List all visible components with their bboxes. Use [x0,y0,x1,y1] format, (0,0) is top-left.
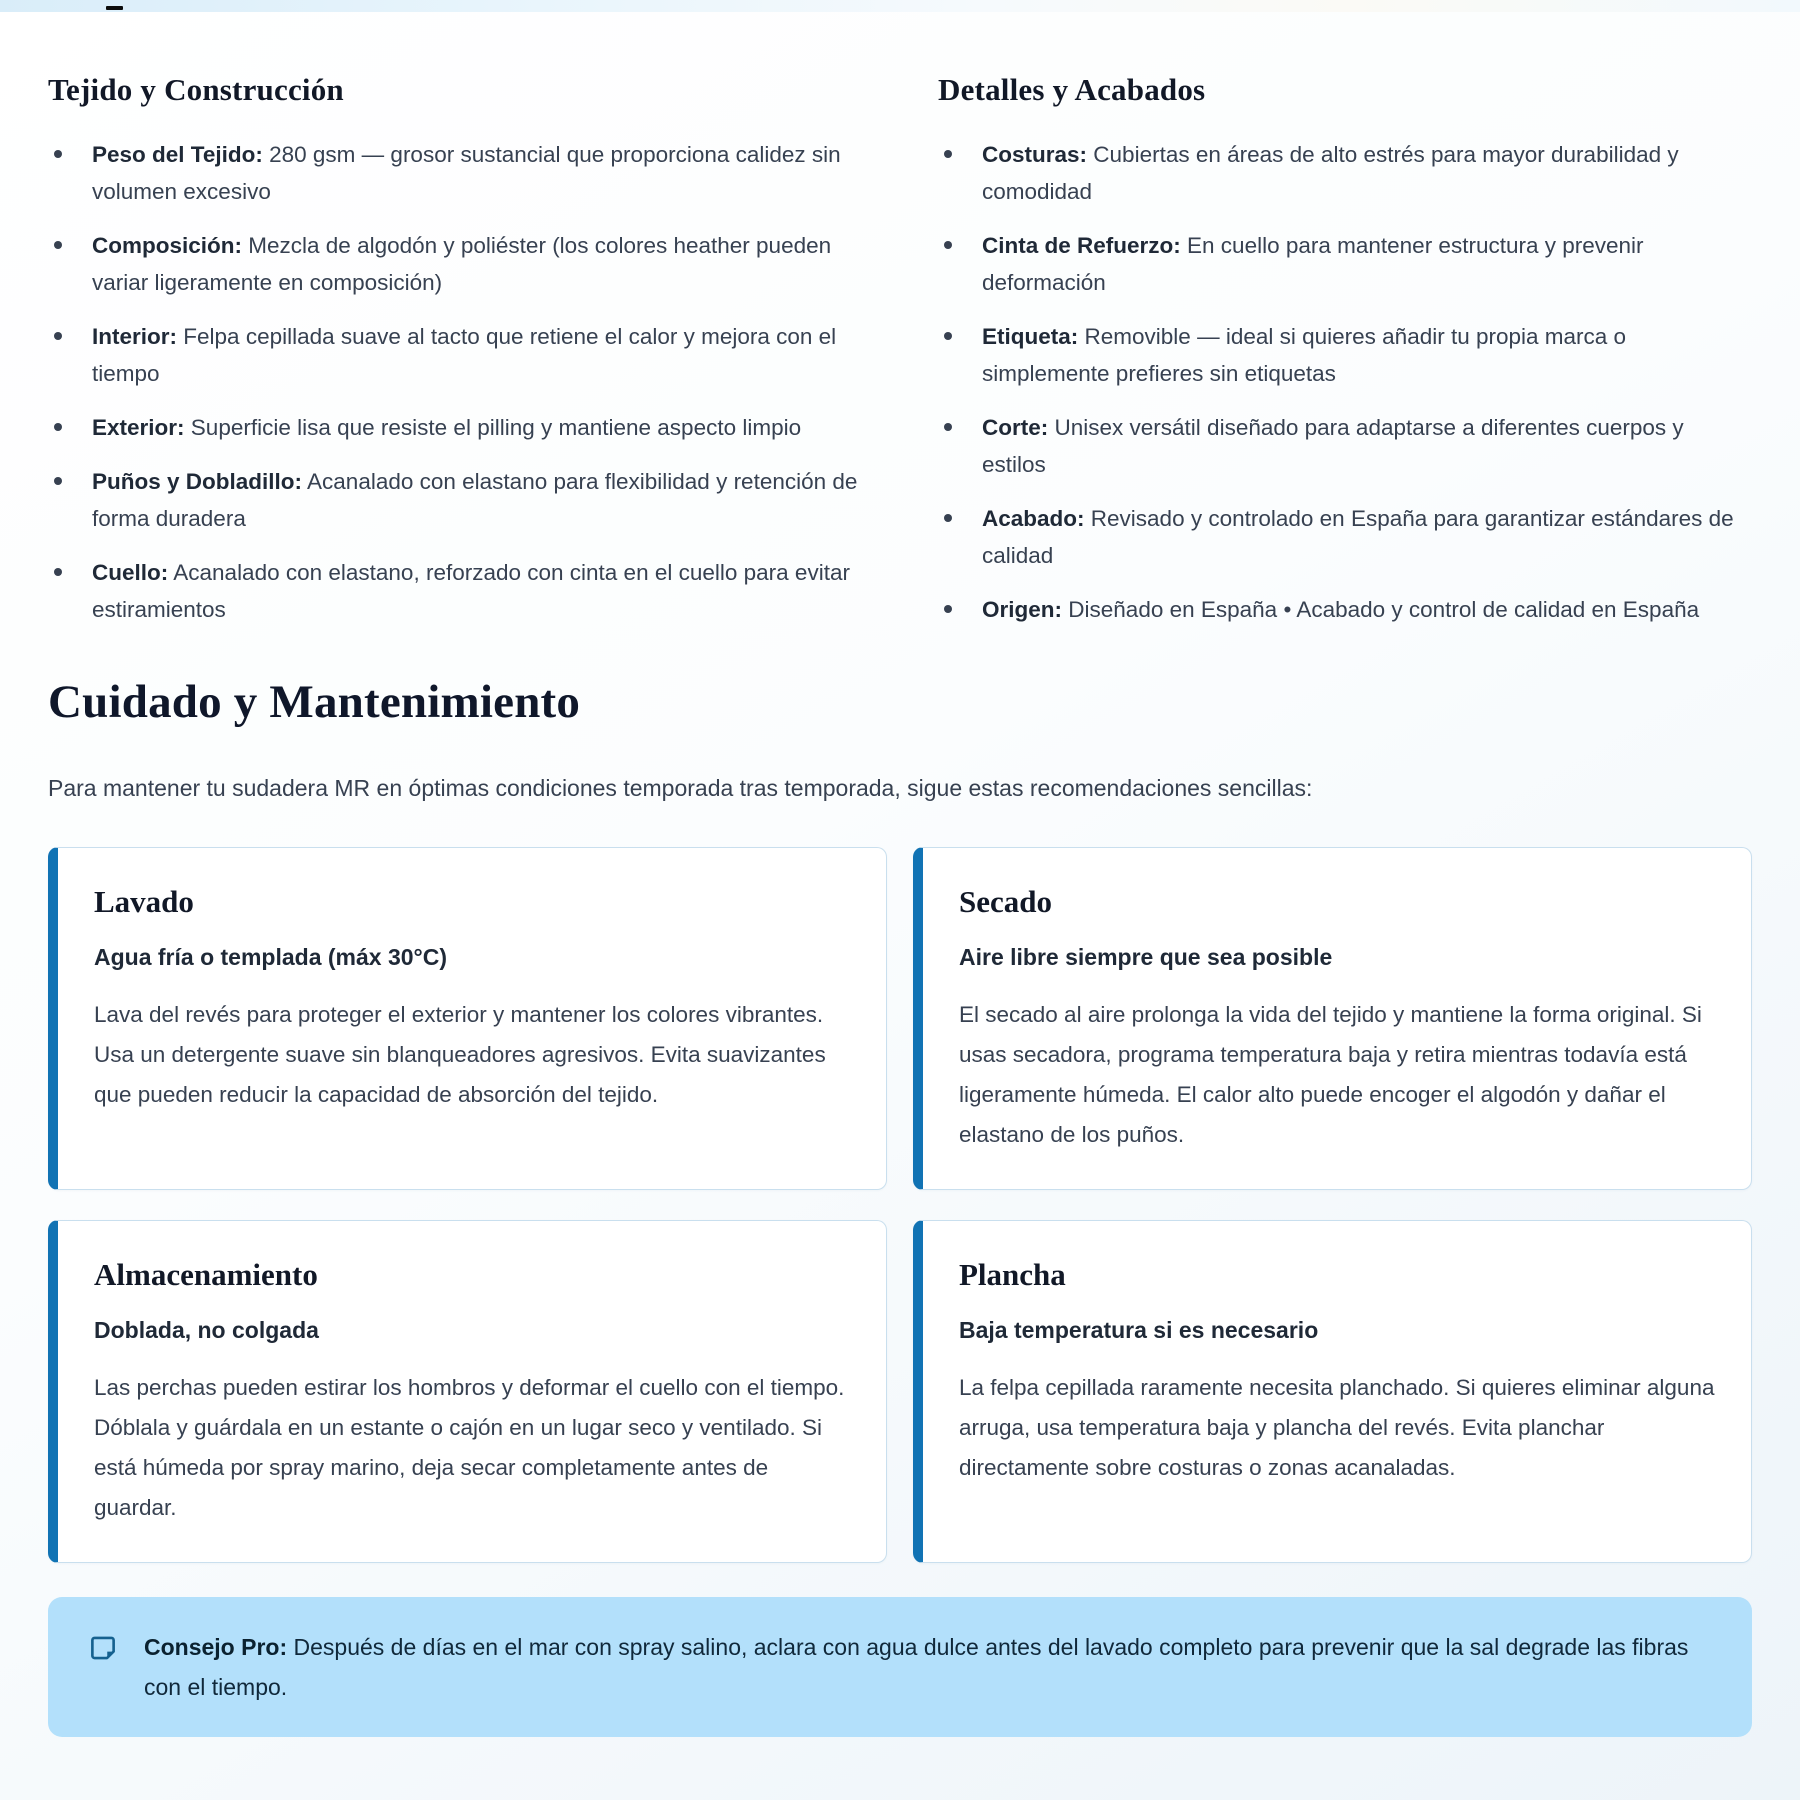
bullet-icon [54,241,62,249]
bullet-icon [944,605,952,613]
care-card-title: Secado [959,884,1052,919]
care-card-subtitle: Baja temperatura si es necesario [959,1317,1319,1343]
bullet-icon [944,423,952,431]
spec-item-label: Origen: [982,597,1063,622]
spec-item-text: Cubiertas en áreas de alto estrés para mayor durabilidad y comodidad [982,142,1679,204]
care-card-title: Plancha [959,1257,1066,1292]
spec-item-text: Unisex versátil diseñado para adaptarse a diferentes cuerpos y estilos [982,415,1684,477]
spec-item-label: Peso del Tejido: [92,142,263,167]
spec-item [48,554,862,628]
spec-item [48,318,862,392]
care-cards-grid [48,847,1752,1563]
spec-item [938,591,1752,628]
spec-column-heading: Detalles y Acabados [938,72,1206,107]
spec-item [938,500,1752,574]
spec-item [938,318,1752,392]
spec-item [48,409,862,446]
spec-list [938,136,1752,628]
spec-item-label: Corte: [982,415,1049,440]
spec-item-text: En cuello para mantener estructura y prevenir deformación [982,233,1644,295]
care-card [48,847,887,1190]
care-card-subtitle: Aire libre siempre que sea posible [959,944,1333,970]
pro-tip-callout [48,1597,1752,1737]
spec-item-text: Superficie lisa que resiste el pilling y mantiene aspecto limpio [190,415,802,440]
care-card-body: Las perchas pueden estirar los hombros y deformar el cuello con el tiempo. Dóblala y guárdala en un estante o cajón en un lugar seco y ventilado. Si está húmeda por spray marino, deja secar completamente antes de guardar. [94,1375,845,1520]
spec-column-fabric [48,60,862,645]
care-card [913,1220,1752,1563]
spec-item [48,136,862,210]
spec-item-label: Cinta de Refuerzo: [982,233,1181,258]
spec-item [48,463,862,537]
spec-item [938,409,1752,483]
care-card-subtitle: Agua fría o templada (máx 30°C) [94,944,448,970]
pro-tip-body: Después de días en el mar con spray salino, aclara con agua dulce antes del lavado completo para prevenir que la sal degrade las fibras con el tiempo. [144,1634,1689,1700]
bullet-icon [54,150,62,158]
care-card-title: Almacenamiento [94,1257,318,1292]
care-card-body: Lava del revés para proteger el exterior y mantener los colores vibrantes. Usa un detergente suave sin blanqueadores agresivos. Evita suavizantes que pueden reducir la capacidad de absorción del tejido. [94,1002,826,1107]
spec-item-text: Mezcla de algodón y poliéster (los colores heather pueden variar ligeramente en composición) [92,233,832,295]
care-intro-text: Para mantener tu sudadera MR en óptimas condiciones temporada tras temporada, sigue estas recomendaciones sencillas: [48,775,1313,801]
specs-section [48,60,1752,645]
spec-item-label: Composición: [92,233,242,258]
bullet-icon [944,150,952,158]
care-card [913,847,1752,1190]
spec-column-heading: Tejido y Construcción [48,72,344,107]
spec-item-text: Revisado y controlado en España para garantizar estándares de calidad [982,506,1734,568]
spec-column-details [938,60,1752,645]
spec-item-label: Cuello: [92,560,169,585]
bullet-icon [54,332,62,340]
spec-item-label: Etiqueta: [982,324,1079,349]
spec-item-text: Diseñado en España • Acabado y control de calidad en España [1068,597,1700,622]
care-card [48,1220,887,1563]
spec-item [938,136,1752,210]
spec-item-label: Acabado: [982,506,1085,531]
spec-item-text: Removible — ideal si quieres añadir tu propia marca o simplemente prefieres sin etiquetas [982,324,1627,386]
scroll-remnant-dash [106,6,123,10]
bullet-icon [944,241,952,249]
bullet-icon [944,332,952,340]
bullet-icon [54,477,62,485]
care-card-body: La felpa cepillada raramente necesita planchado. Si quieres eliminar alguna arruga, usa temperatura baja y plancha del revés. Evita planchar directamente sobre costuras o zonas acanaladas. [959,1375,1715,1480]
bullet-icon [54,423,62,431]
spec-item-label: Costuras: [982,142,1088,167]
previous-section-remnant [0,0,1800,12]
spec-item-text: Felpa cepillada suave al tacto que retiene el calor y mejora con el tiempo [92,324,837,386]
care-card-body: El secado al aire prolonga la vida del tejido y mantiene la forma original. Si usas secadora, programa temperatura baja y retira mientras todavía está ligeramente húmeda. El calor alto puede encoger el algodón y dañar el elastano de los puños. [959,1002,1702,1147]
spec-item-label: Exterior: [92,415,185,440]
spec-list [48,136,862,628]
spec-item [938,227,1752,301]
pro-tip-label: Consejo Pro: [144,1634,288,1660]
page-title: Cuidado y Mantenimiento [48,676,581,728]
pro-tip-text [144,1627,1708,1707]
spec-item-text: Acanalado con elastano para flexibilidad y retención de forma duradera [92,469,858,531]
bullet-icon [54,568,62,576]
spec-item-text: 280 gsm — grosor sustancial que proporciona calidez sin volumen excesivo [92,142,841,204]
spec-item-text: Acanalado con elastano, reforzado con cinta en el cuello para evitar estiramientos [92,560,850,622]
care-card-title: Lavado [94,884,194,919]
care-card-subtitle: Doblada, no colgada [94,1317,319,1343]
note-icon [88,1633,118,1663]
spec-item-label: Puños y Dobladillo: [92,469,303,494]
spec-item [48,227,862,301]
spec-item-label: Interior: [92,324,178,349]
bullet-icon [944,514,952,522]
